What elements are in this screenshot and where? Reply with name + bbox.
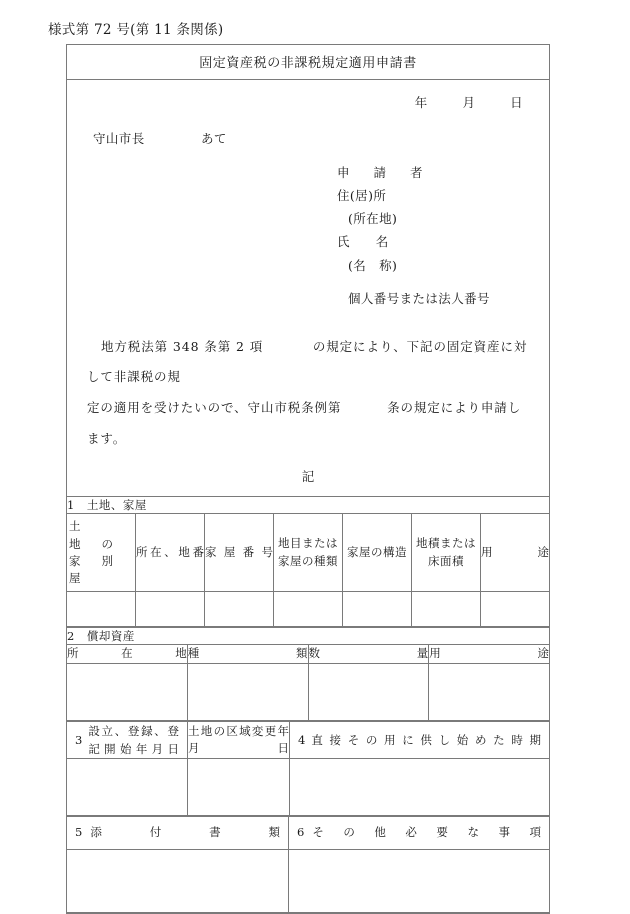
cell-section3-value-b[interactable] bbox=[188, 759, 290, 816]
date-year-label: 年 bbox=[414, 95, 428, 110]
cell-use[interactable] bbox=[481, 592, 550, 627]
section1-header-row bbox=[67, 514, 550, 592]
section6-number: 6 bbox=[297, 825, 305, 840]
section1-label-row bbox=[67, 497, 550, 514]
section1-entry-row[interactable] bbox=[67, 592, 550, 627]
addressee-name: 守山市長 bbox=[93, 131, 145, 146]
statement-line-1 bbox=[87, 332, 531, 393]
section5-label-cell bbox=[67, 817, 289, 850]
cell-location[interactable] bbox=[136, 592, 205, 627]
applicant-address-label: 住(居)所 bbox=[337, 188, 387, 204]
section1-label: 1 土地、家屋 bbox=[67, 497, 550, 514]
cell-depreciable-location[interactable] bbox=[67, 663, 188, 720]
cell-section4-value[interactable] bbox=[290, 759, 550, 816]
cell-depreciable-use[interactable] bbox=[429, 663, 550, 720]
section34-entry-row[interactable] bbox=[67, 759, 550, 816]
date-line bbox=[67, 80, 549, 111]
statement-line-2 bbox=[87, 393, 531, 454]
section56-header-row bbox=[67, 817, 550, 850]
header-type-top: 土 地 bbox=[69, 519, 84, 551]
header-house-structure: 家屋の構造 bbox=[343, 514, 412, 592]
form-frame bbox=[66, 44, 550, 914]
addressee-suffix: あて bbox=[200, 131, 227, 146]
section2-entry-row[interactable] bbox=[67, 663, 550, 720]
section3-label-a-cell bbox=[67, 721, 188, 759]
section5-label: 添付書類 bbox=[90, 825, 280, 840]
applicant-address-sub-label: (所在地) bbox=[348, 211, 398, 227]
cell-type[interactable] bbox=[67, 592, 136, 627]
section4-label-cell bbox=[290, 721, 550, 759]
section1-table bbox=[66, 496, 550, 627]
applicant-block bbox=[67, 161, 549, 310]
section4-number: 4 bbox=[298, 732, 306, 747]
section34-table bbox=[66, 721, 550, 817]
header-area: 地積または床面積 bbox=[412, 514, 481, 592]
date-month-label: 月 bbox=[462, 95, 476, 110]
section2-label: 2 償却資産 bbox=[67, 628, 550, 645]
section56-table bbox=[66, 816, 550, 913]
applicant-name-sub-label: (名 称) bbox=[348, 257, 398, 273]
header-house-number: 家屋番号 bbox=[205, 514, 274, 592]
section4-label: 直接その用に供し始めた時期 bbox=[311, 732, 541, 747]
section5-number: 5 bbox=[75, 825, 83, 840]
cell-depreciable-kind[interactable] bbox=[187, 663, 308, 720]
section34-header-row bbox=[67, 721, 550, 759]
section2-label-row bbox=[67, 628, 550, 645]
section6-label-cell bbox=[289, 817, 550, 850]
header-land-category: 地目または家屋の種類 bbox=[274, 514, 343, 592]
section3-number: 3 bbox=[75, 732, 83, 747]
cell-house-number[interactable] bbox=[205, 592, 274, 627]
date-day-label: 日 bbox=[510, 95, 523, 110]
cell-area[interactable] bbox=[412, 592, 481, 627]
applicant-name-label: 氏 名 bbox=[337, 234, 389, 250]
cell-section3-value-a[interactable] bbox=[67, 759, 188, 816]
statement-line1-first: 地方税法第 348 条第 2 項 bbox=[101, 338, 264, 354]
header-location: 所在、地番 bbox=[136, 514, 205, 592]
applicant-heading: 申 請 者 bbox=[337, 165, 433, 180]
header-type-bottom: 家 屋 bbox=[69, 553, 84, 585]
form-body bbox=[67, 80, 549, 496]
header-depreciable-use: 用途 bbox=[429, 645, 550, 663]
section2-header-row bbox=[67, 645, 550, 663]
section2-table bbox=[66, 627, 550, 720]
cell-depreciable-quantity[interactable] bbox=[308, 663, 429, 720]
header-depreciable-kind: 種類 bbox=[187, 645, 308, 663]
statement-line1-second: の規定により、下記の固定資産に対して非課税の規 bbox=[87, 338, 528, 385]
section6-label: その他必要な事項 bbox=[312, 825, 541, 840]
header-depreciable-quantity: 数量 bbox=[308, 645, 429, 663]
section3-label-b: 土地の区域変更年月日 bbox=[188, 721, 290, 759]
cell-category[interactable] bbox=[274, 592, 343, 627]
header-land-house-type bbox=[67, 514, 136, 592]
header-type-suffix: の 別 bbox=[101, 536, 116, 568]
statement-line2-second: 条の規定により申請します。 bbox=[87, 400, 522, 446]
header-use: 用途 bbox=[481, 514, 550, 592]
header-depreciable-location: 所在地 bbox=[67, 645, 188, 663]
applicant-number-label: 個人番号または法人番号 bbox=[348, 290, 490, 306]
addressee-line bbox=[67, 111, 549, 147]
cell-structure[interactable] bbox=[343, 592, 412, 627]
form-number: 様式第 72 号(第 11 条関係) bbox=[48, 22, 224, 38]
statement-paragraph bbox=[67, 310, 549, 455]
section3-label-a: 設立、登録、登記開始年月日 bbox=[88, 723, 179, 756]
statement-line2-first: 定の適用を受けたいので、守山市税条例第 bbox=[87, 400, 342, 415]
ki-marker: 記 bbox=[301, 469, 315, 485]
form-title: 固定資産税の非課税規定適用申請書 bbox=[67, 45, 549, 80]
